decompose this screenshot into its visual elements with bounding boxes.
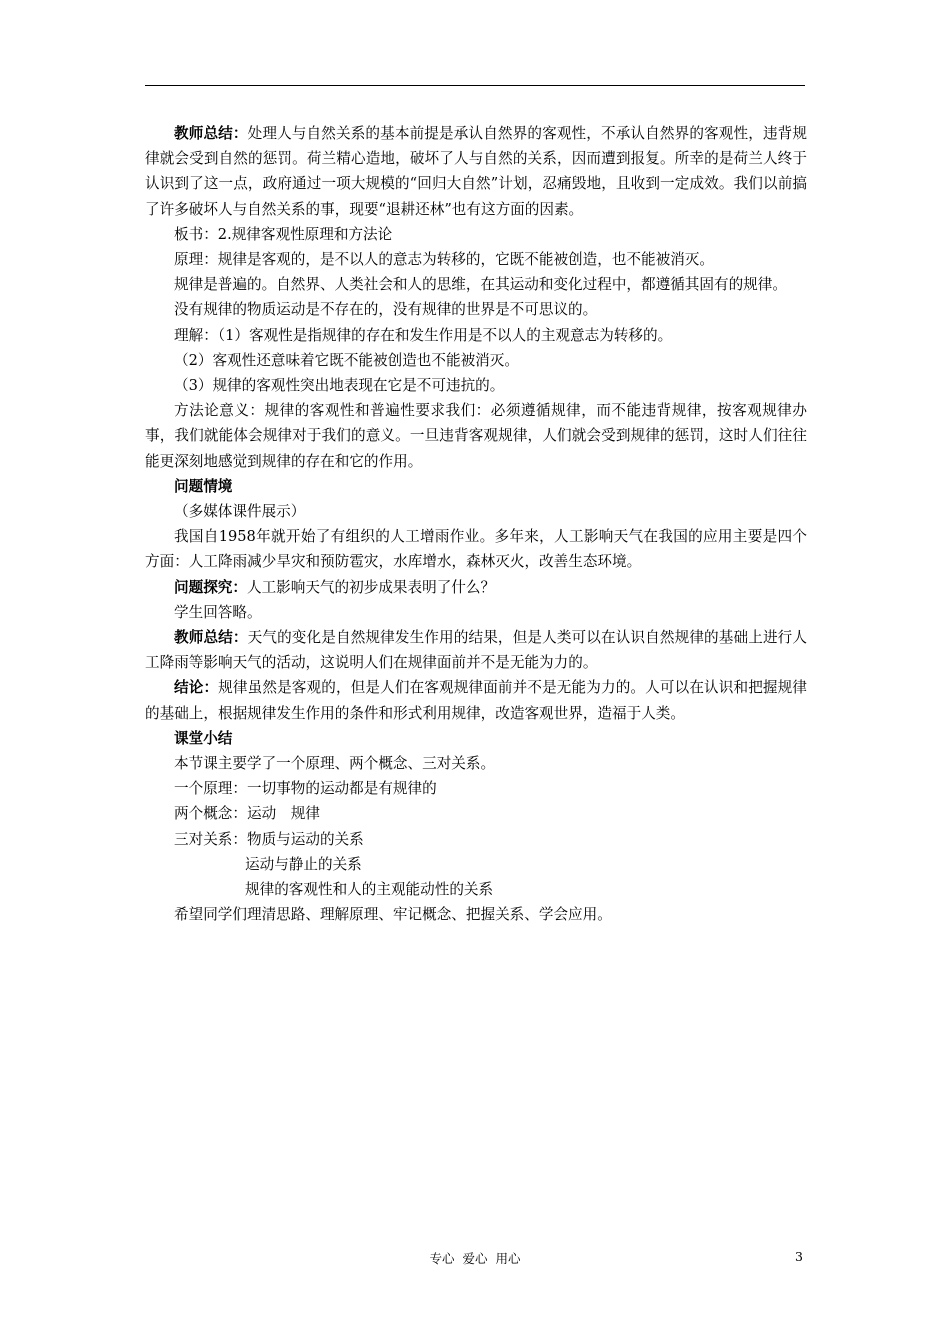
label-conclusion: 结论： [174, 679, 219, 697]
paragraph-board-note: 板书：2.规律客观性原理和方法论 [174, 225, 393, 243]
paragraph-understanding-2: （2）客观性还意味着它既不能被创造也不能被消灭。 [174, 351, 519, 369]
paragraph-no-lawless-motion: 没有规律的物质运动是不存在的，没有规律的世界是不可思议的。 [174, 301, 598, 319]
label-teacher-summary-2: 教师总结： [174, 629, 248, 647]
paragraph-two-concepts: 两个概念：运动 规律 [174, 805, 320, 823]
heading-class-summary: 课堂小结 [174, 729, 233, 747]
document-body [145, 121, 807, 928]
paragraph-closing: 希望同学们理清思路、理解原理、牢记概念、把握关系、学会应用。 [174, 906, 612, 924]
paragraph-multimedia: （多媒体课件展示） [174, 503, 306, 521]
header-rule [145, 85, 805, 86]
paragraph-understanding-1: 理解：（1）客观性是指规律的存在和发生作用是不以人的主观意志为转移的。 [174, 326, 673, 344]
paragraph-understanding-3: （3）规律的客观性突出地表现在它是不可违抗的。 [174, 377, 505, 395]
paragraph-teacher-summary [145, 121, 807, 222]
paragraph-relation-3: 规律的客观性和人的主观能动性的关系 [245, 881, 494, 899]
paragraph-conclusion: 结论：规律虽然是客观的，但是人们在客观规律面前并不是无能为力的。人可以在认识和把握规律的基础上，根据规律发生作用的条件和形式利用规律，改造客观世界，造福于人类。 [145, 679, 807, 722]
paragraph-student-answer: 学生回答略。 [174, 603, 262, 621]
paragraph-summary-intro: 本节课主要学了一个原理、两个概念、三对关系。 [174, 755, 496, 773]
paragraph-three-relations: 三对关系：物质与运动的关系 [174, 830, 364, 848]
paragraph-relation-2: 运动与静止的关系 [245, 855, 362, 873]
paragraph-teacher-summary-2: 教师总结：天气的变化是自然规律发生作用的结果，但是人类可以在认识自然规律的基础上进行人工降雨等影响天气的活动，这说明人们在规律面前并不是无能为力的。 [145, 629, 807, 672]
label-problem-inquiry: 问题探究： [174, 578, 247, 596]
paragraph-methodology: 方法论意义：规律的客观性和普遍性要求我们：必须遵循规律，而不能违背规律，按客观规律办事，我们就能体会规律对于我们的意义。一旦违背客观规律，人们就会受到规律的惩罚，这时人们往往能更深刻地感觉到规律的存在和它的作用。 [145, 402, 807, 470]
paragraph-problem-inquiry: 问题探究：人工影响天气的初步成果表明了什么？ [174, 578, 496, 596]
text-teacher-summary: 处理人与自然关系的基本前提是承认自然界的客观性，不承认自然界的客观性，违背规律就会受到自然的惩罚。荷兰精心造地，破坏了人与自然的关系，因而遭到报复。所幸的是荷兰人终于认识到了这一点，政府通过一项大规模的“回归大自然”计划，忍痛毁地，且收到一定成效。我们以前搞了许多破坏人与自然关系的事，现要“退耕还林”也有这方面的因素。 [145, 125, 807, 218]
paragraph-one-principle: 一个原理：一切事物的运动都是有规律的 [174, 780, 437, 798]
heading-problem-situation: 问题情境 [174, 477, 233, 495]
label-teacher-summary: 教师总结： [174, 125, 248, 142]
page-number: 3 [795, 1249, 803, 1264]
paragraph-universality: 规律是普遍的。自然界、人类社会和人的思维，在其运动和变化过程中，都遵循其固有的规律。 [174, 276, 787, 294]
paragraph-principle: 原理：规律是客观的，是不以人的意志为转移的，它既不能被创造，也不能被消灭。 [174, 251, 714, 269]
footer-slogan: 专心 爱心 用心 [429, 1251, 521, 1266]
paragraph-rain-enhancement: 我国自1958年就开始了有组织的人工增雨作业。多年来，人工影响天气在我国的应用主要是四个方面：人工降雨减少旱灾和预防雹灾，水库增水，森林灭火，改善生态环境。 [145, 528, 807, 571]
